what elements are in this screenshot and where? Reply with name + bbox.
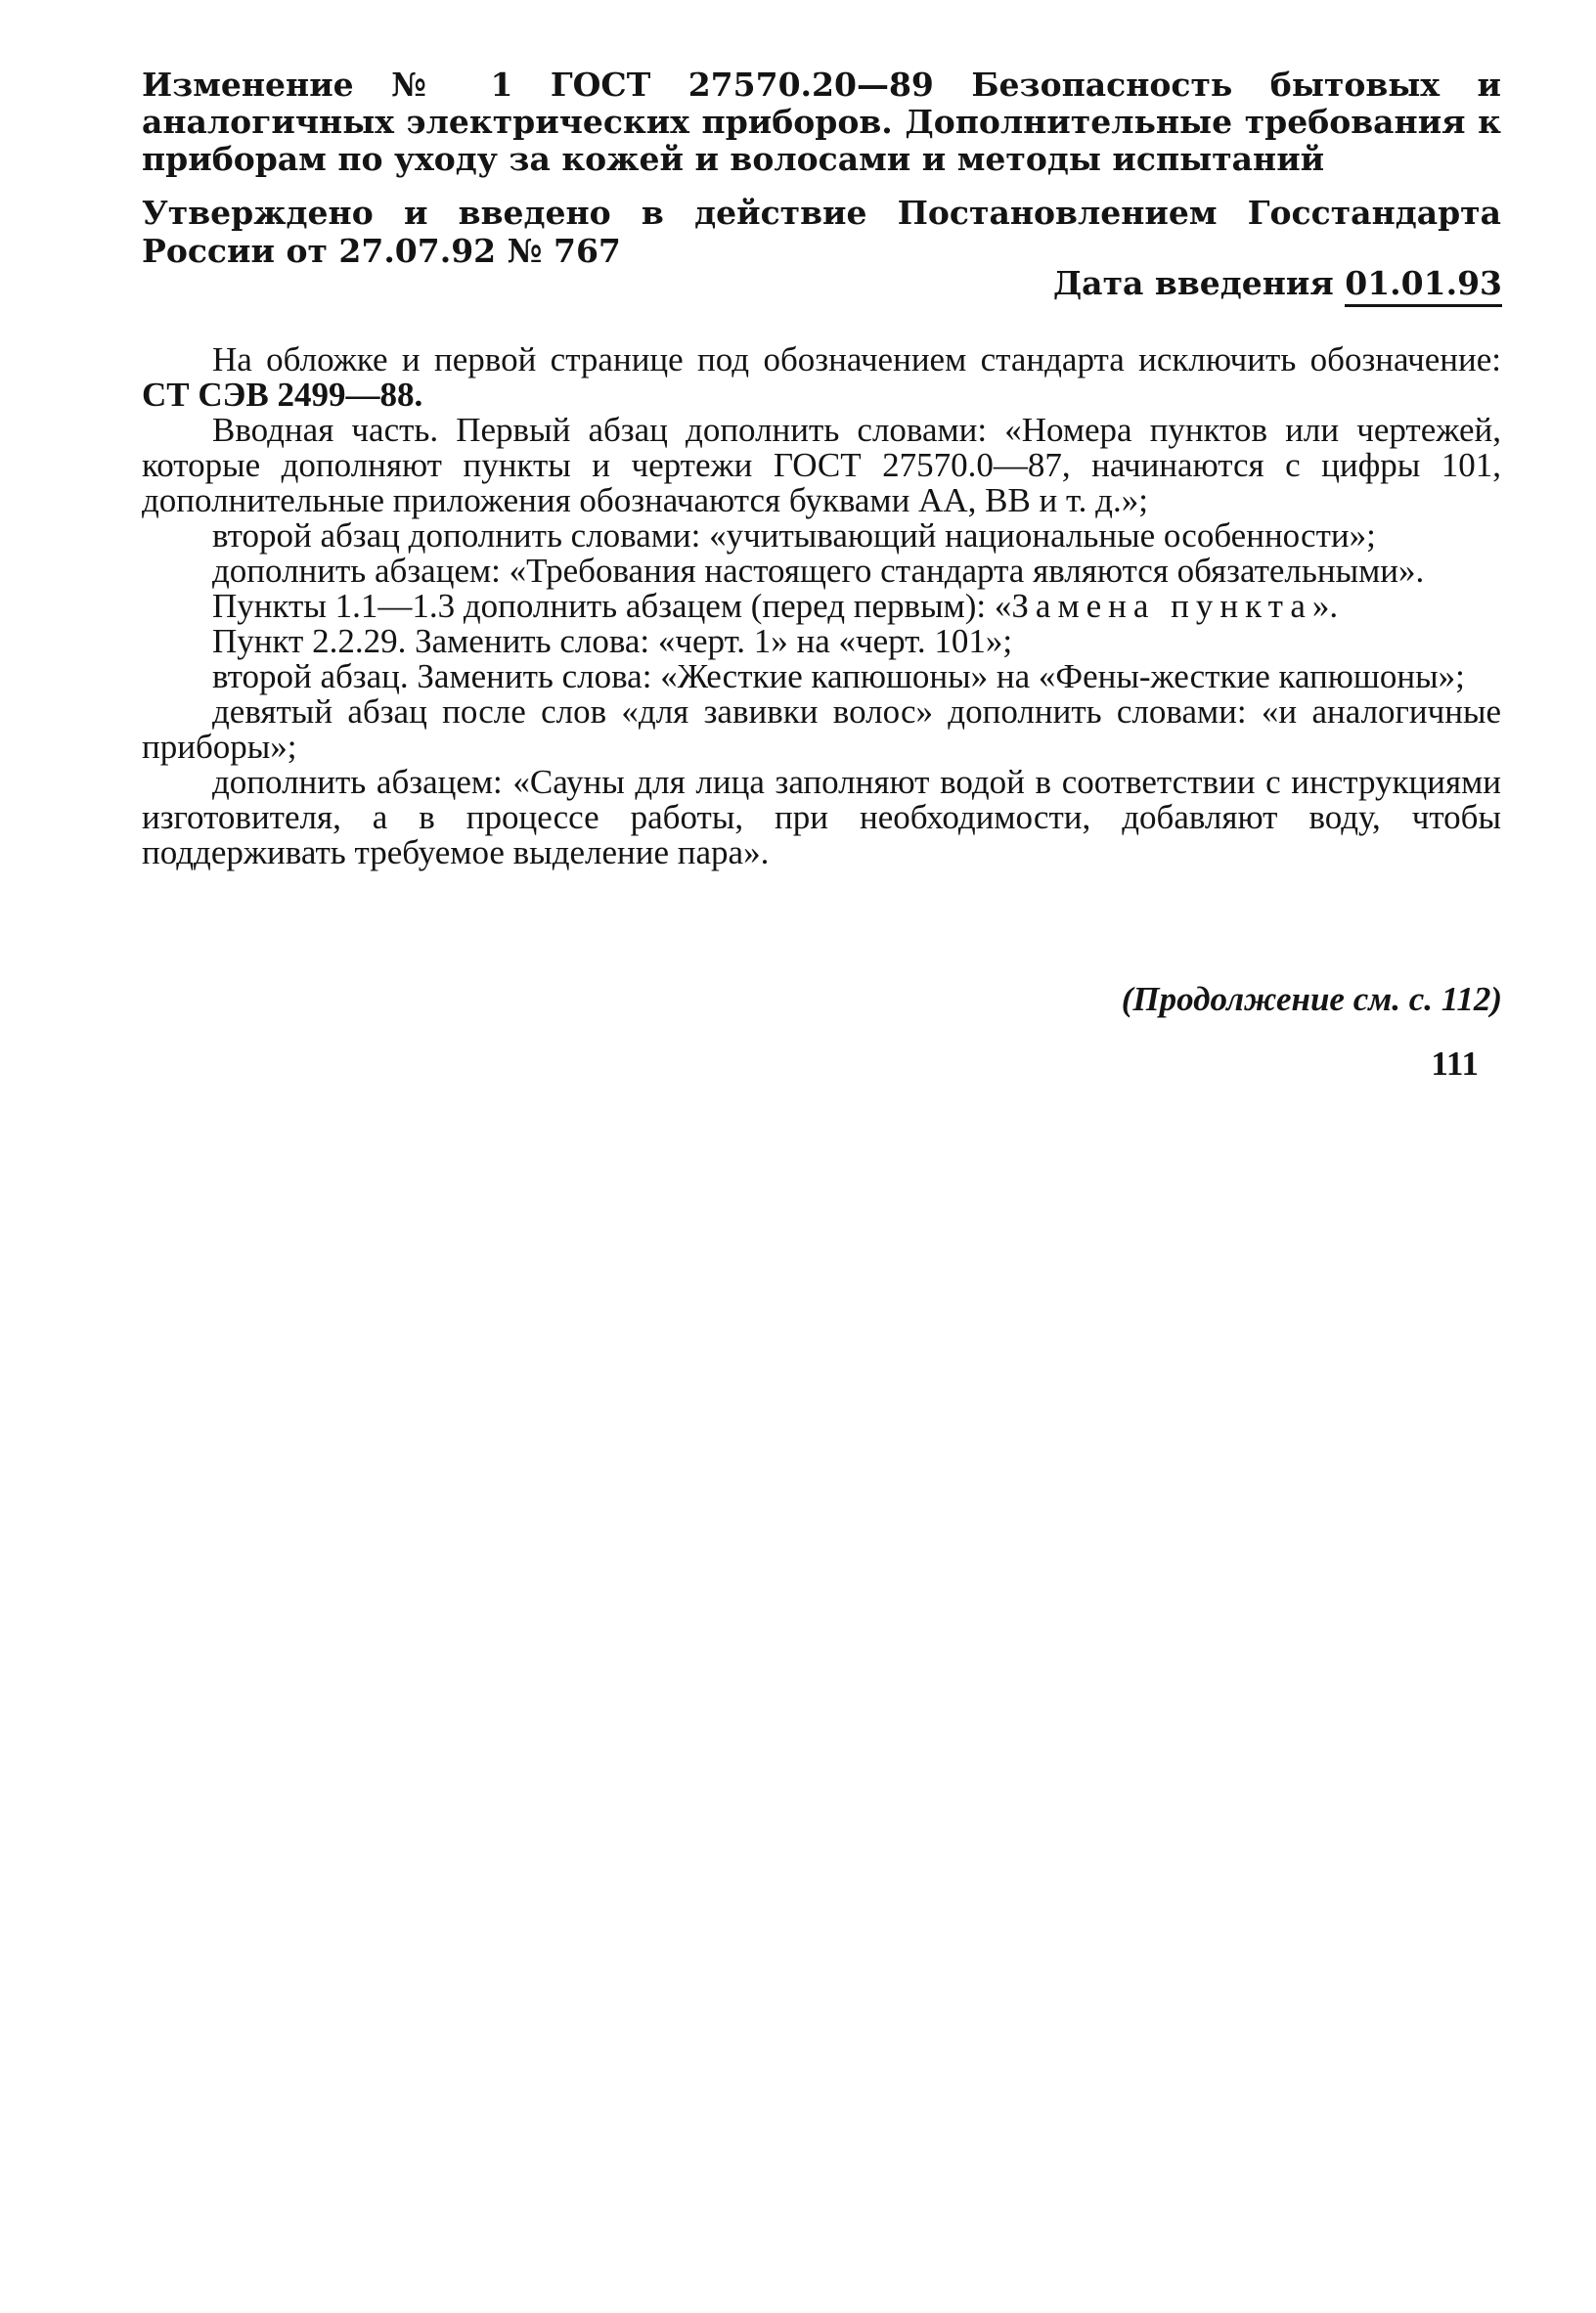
effective-date-value: 01.01.93 <box>1345 264 1502 307</box>
approval-statement: Утверждено и введено в действие Постановлением Госстандарта России от 27.07.92 № 767 <box>142 194 1501 270</box>
paragraph-mandatory: дополнить абзацем: «Требования настоящего стандарта являются обязательными». <box>212 552 1425 590</box>
effective-date-label: Дата введения <box>1052 264 1334 302</box>
amendment-body <box>142 342 1501 870</box>
paragraph-cover-designation: СТ СЭВ 2499—88. <box>142 376 423 414</box>
paragraph-intro: Вводная часть. Первый абзац дополнить словами: «Номера пунктов или чертежей, которые дополняют пункты и чертежи ГОСТ 27570.0—87, начинаются с цифры 101, дополнительные приложения обозначаются буквами АА, ВВ и т. д.»; <box>142 411 1501 519</box>
paragraph-points-text: Пункты 1.1—1.3 дополнить абзацем (перед первым): « <box>212 587 1012 625</box>
paragraph-cover <box>142 342 1501 413</box>
effective-date <box>1053 264 1502 303</box>
amendment-title: Изменение № 1 ГОСТ 27570.20—89 Безопасность бытовых и аналогичных электрических приборов. Дополнительные требования к приборам по уходу за кожей и волосами и методы испытаний <box>142 66 1501 178</box>
paragraph-points-1-1-1-3 <box>142 589 1501 624</box>
paragraph-face-saunas: дополнить абзацем: «Сауны для лица заполняют водой в соответствии с инструкциями изготовителя, а в процессе работы, при необходимости, добавляют воду, чтобы поддерживать требуемое выделение пара». <box>142 763 1501 871</box>
page-number: 111 <box>1431 1045 1479 1083</box>
paragraph-points-end: ». <box>1311 587 1339 625</box>
paragraph-second-abzac: второй абзац дополнить словами: «учитывающий национальные особенности»; <box>212 516 1376 555</box>
paragraph-point-2-2-29: Пункт 2.2.29. Заменить слова: «черт. 1» на «черт. 101»; <box>212 622 1013 660</box>
paragraph-points-spaced: Замена пункта <box>1011 587 1312 625</box>
paragraph-second-abzac-replace: второй абзац. Заменить слова: «Жесткие капюшоны» на «Фены-жесткие капюшоны»; <box>212 657 1465 695</box>
paragraph-ninth-abzac: девятый абзац после слов «для завивки волос» дополнить словами: «и аналогичные приборы»; <box>142 692 1501 766</box>
continuation-note: (Продолжение см. с. 112) <box>1121 980 1502 1018</box>
paragraph-cover-text: На обложке и первой странице под обозначением стандарта исключить обозначение: <box>212 340 1501 378</box>
